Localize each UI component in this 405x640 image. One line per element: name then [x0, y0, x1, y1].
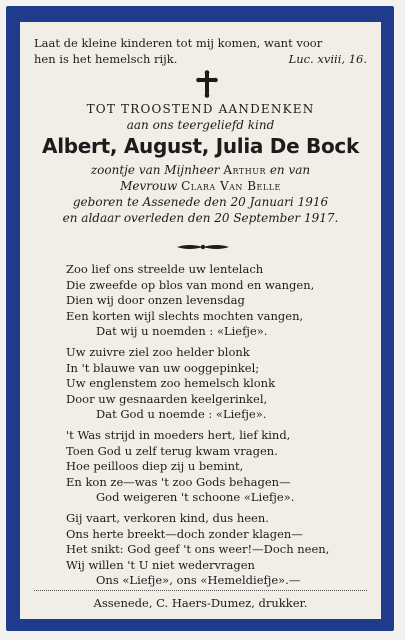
birth-line: geboren te Assenede den 20 Januari 1916: [72, 195, 329, 209]
poem-line: 't Was strijd in moeders hert, lief kind,: [66, 428, 291, 442]
bible-quote-line-2: hen is het hemelsch rijk.: [34, 52, 178, 66]
poem-line: Uw englenstem zoo hemelsch klonk: [66, 376, 276, 390]
poem-line: Wij willen 't U niet wedervragen: [66, 557, 255, 572]
bible-quote-reference: Luc. xviii, 16.: [288, 52, 367, 66]
ornament-divider-icon: [175, 240, 231, 254]
poem-line: Hoe peilloos diep zij u bemint,: [66, 459, 244, 473]
death-line: en aldaar overleden den 20 September 1917.: [62, 211, 339, 225]
mother-name: Clara Van Belle: [181, 179, 281, 193]
poem-line: God weigeren 't schoone «Liefje».: [96, 490, 295, 504]
poem-line: Een korten wijl slechts mochten vangen,: [66, 308, 304, 323]
poem-line: Door uw gesnaarden keelgerinkel,: [66, 391, 268, 406]
parents-text: en van: [266, 163, 311, 177]
poem-line: In 't blauwe van uw ooggepinkel;: [66, 360, 260, 375]
poem-line: Die zweefde op blos van mond en wangen,: [66, 277, 315, 292]
parents-line-1: [20, 163, 381, 177]
father-name: Arthur: [223, 163, 266, 177]
poem-line: Dat wij u noemden : «Liefje».: [96, 324, 268, 338]
parents-line-2: [20, 179, 381, 193]
memorial-card-border: [6, 6, 394, 631]
poem-line: Toen God u zelf terug kwam vragen.: [66, 443, 278, 458]
poem-line: Uw zuivre ziel zoo helder blonk: [66, 345, 250, 359]
poem-line: Dat God u noemde : «Liefje».: [96, 407, 267, 421]
poem-line: En kon ze—was 't zoo Gods behagen—: [66, 474, 291, 489]
deceased-name: Albert, August, Julia De Bock: [42, 134, 359, 158]
poem-line: Ons «Liefje», ons «Hemeldiefje».—: [96, 573, 301, 587]
cross-icon: [196, 70, 218, 98]
parents-text: zoontje van Mijnheer: [90, 163, 224, 177]
printer-credit: Assenede, C. Haers-Dumez, drukker.: [93, 596, 308, 610]
poem-line: Ons herte breekt—doch zonder klagen—: [66, 526, 303, 541]
poem-line: Gij vaart, verkoren kind, dus heen.: [66, 511, 269, 525]
card-title: TOT TROOSTEND AANDENKEN: [86, 102, 315, 116]
poem-line: Dien wij door onzen levensdag: [66, 293, 245, 307]
card-subtitle: aan ons teergeliefd kind: [126, 118, 275, 132]
divider: [34, 590, 367, 591]
poem-line: Zoo lief ons streelde uw lentelach: [66, 262, 264, 276]
poem-line: Het snikt: God geef 't ons weer!—Doch neen,: [66, 542, 330, 556]
memorial-card: [20, 22, 381, 619]
bible-quote-line-1: Laat de kleine kinderen tot mij komen, want voor: [34, 36, 323, 50]
parents-text: Mevrouw: [120, 179, 182, 193]
